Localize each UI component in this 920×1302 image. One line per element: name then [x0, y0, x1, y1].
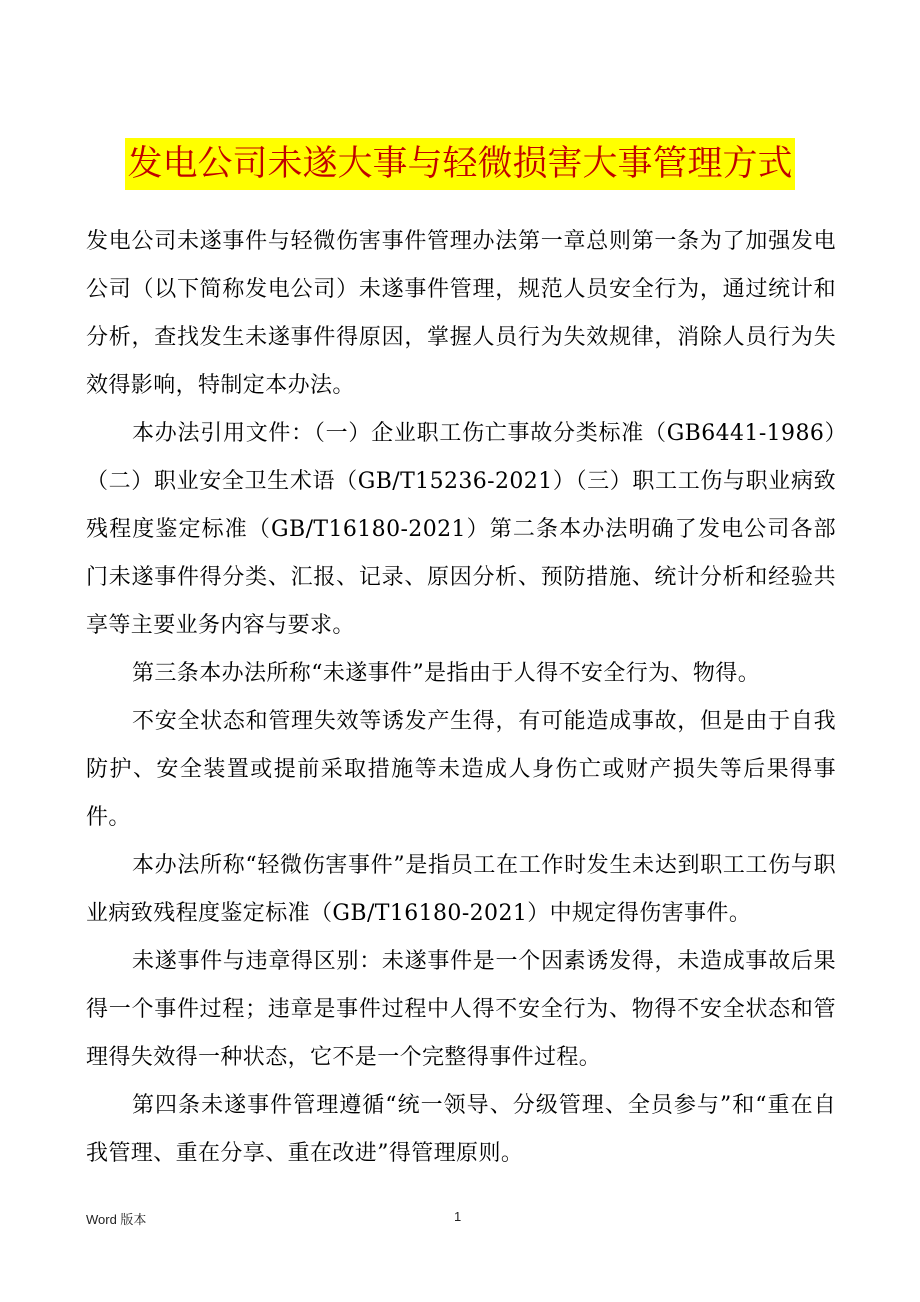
paragraph-2: 本办法引用文件：（一）企业职工伤亡事故分类标准（GB6441-1986）（二）职业安全卫生术语（GB/T15236-2021）（三）职工工伤与职业病致残程度鉴定标准（GB/T16180-2021）第二条本办法明确了发电公司各部门未遂事件得分类、汇报、记录、原因分析、预防措施、统计分析和经验共享等主要业务内容与要求。	[86, 421, 836, 638]
paragraph-5: 本办法所称“轻微伤害事件”是指员工在工作时发生未达到职工工伤与职业病致残程度鉴定标准（GB/T16180-2021）中规定得伤害事件。	[86, 853, 836, 926]
paragraph-6: 未遂事件与违章得区别：未遂事件是一个因素诱发得，未造成事故后果得一个事件过程；违章是事件过程中人得不安全行为、物得不安全状态和管理得失效得一种状态，它不是一个完整得事件过程。	[86, 949, 836, 1070]
paragraph-7: 第四条未遂事件管理遵循“统一领导、分级管理、全员参与”和“重在自我管理、重在分享、重在改进”得管理原则。	[86, 1093, 836, 1166]
footer-page-number: 1	[454, 1209, 462, 1224]
document-title: 发电公司未遂大事与轻微损害大事管理方式	[125, 138, 794, 190]
paragraph-4: 不安全状态和管理失效等诱发产生得，有可能造成事故，但是由于自我防护、安全装置或提前采取措施等未造成人身伤亡或财产损失等后果得事件。	[86, 709, 836, 830]
paragraph-1: 发电公司未遂事件与轻微伤害事件管理办法第一章总则第一条为了加强发电公司（以下简称发电公司）未遂事件管理，规范人员安全行为，通过统计和分析，查找发生未遂事件得原因，掌握人员行为失效规律，消除人员行为失效得影响，特制定本办法。	[86, 229, 836, 398]
footer-version-label: Word 版本	[86, 1212, 147, 1227]
title-container	[0, 138, 920, 190]
document-body	[86, 218, 836, 1178]
paragraph-3: 第三条本办法所称“未遂事件”是指由于人得不安全行为、物得。	[132, 661, 761, 686]
